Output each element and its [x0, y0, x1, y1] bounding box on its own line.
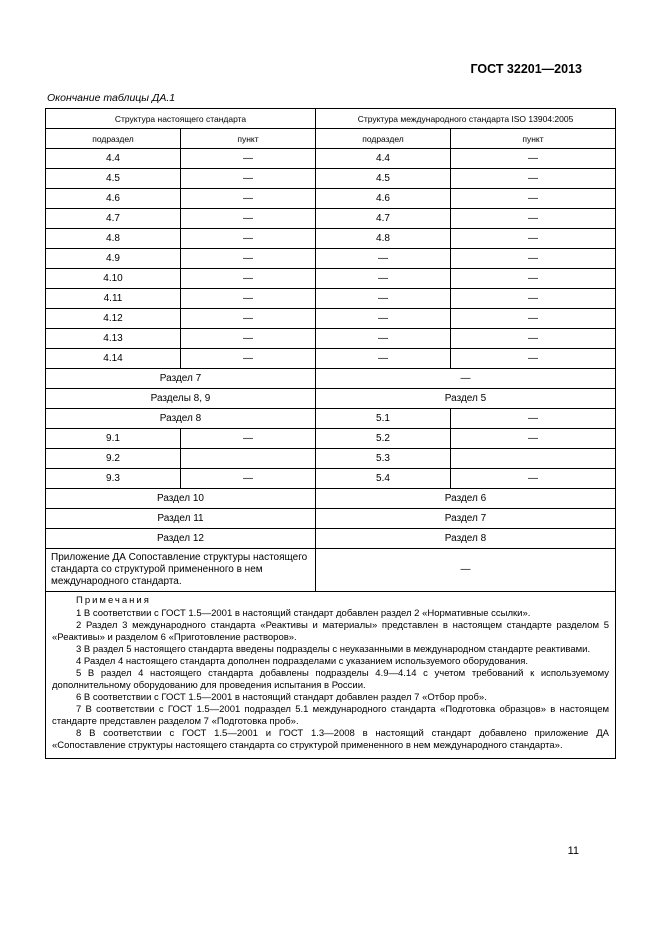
- table-cell: —: [181, 229, 316, 249]
- table-cell: Раздел 10: [46, 489, 316, 509]
- table-cell: —: [316, 329, 451, 349]
- table-cell: 5.2: [316, 429, 451, 449]
- table-cell: —: [451, 329, 616, 349]
- right-group-header: Структура международного стандарта ISO 13904:2005: [316, 109, 616, 129]
- table-cell: 4.6: [316, 189, 451, 209]
- left-group-header: Структура настоящего стандарта: [46, 109, 316, 129]
- table-cell: 4.4: [46, 149, 181, 169]
- table-row: [46, 209, 616, 229]
- notes-title: Примечания: [76, 595, 151, 606]
- table-caption: Окончание таблицы ДА.1: [47, 92, 176, 104]
- table-cell: —: [451, 409, 616, 429]
- note-item: 5 В раздел 4 настоящего стандарта добавлены подразделы 4.9—4.14 с учетом требований к используемому дополнительному оборудованию для проведения испытания в России.: [52, 668, 610, 691]
- col-header-item: пункт: [451, 129, 616, 149]
- table-cell: —: [181, 329, 316, 349]
- table-cell: Приложение ДА Сопоставление структуры настоящего стандарта со структурой примененного в нем международного стандарта.: [46, 549, 316, 592]
- note-item: 1 В соответствии с ГОСТ 1.5—2001 в настоящий стандарт добавлен раздел 2 «Нормативные ссылки».: [76, 608, 531, 619]
- table-cell: 4.10: [46, 269, 181, 289]
- table-row: [46, 329, 616, 349]
- note-item: 6 В соответствии с ГОСТ 1.5—2001 в настоящий стандарт добавлен раздел 7 «Отбор проб».: [76, 692, 487, 703]
- note-item: 2 Раздел 3 международного стандарта «Реактивы и материалы» представлен в настоящем стандарте разделом 5 «Реактивы» и разделом 6 «Приготовление растворов».: [52, 620, 610, 643]
- table-cell: —: [316, 369, 616, 389]
- table-cell: 4.12: [46, 309, 181, 329]
- table-cell: —: [451, 249, 616, 269]
- table-cell: 4.7: [316, 209, 451, 229]
- table-cell: —: [316, 549, 616, 592]
- table-cell: 4.13: [46, 329, 181, 349]
- notes-row: [46, 592, 616, 759]
- document-code: ГОСТ 32201—2013: [470, 62, 582, 76]
- table-cell: 4.5: [316, 169, 451, 189]
- table-row: [46, 169, 616, 189]
- table-row: [46, 429, 616, 449]
- table-cell: —: [451, 349, 616, 369]
- table-cell: 4.4: [316, 149, 451, 169]
- table-cell: —: [316, 269, 451, 289]
- table-row: [46, 449, 616, 469]
- table-row: [46, 149, 616, 169]
- table-cell: 5.1: [316, 409, 451, 429]
- table-cell: Раздел 8: [316, 529, 616, 549]
- table-row: [46, 509, 616, 529]
- table-cell: —: [451, 469, 616, 489]
- table-cell: —: [181, 429, 316, 449]
- table-row: [46, 489, 616, 509]
- table-cell: —: [316, 249, 451, 269]
- table-cell: [451, 449, 616, 469]
- table-cell: Раздел 7: [316, 509, 616, 529]
- table-cell: 4.5: [46, 169, 181, 189]
- table-cell: 5.4: [316, 469, 451, 489]
- table-cell: —: [181, 309, 316, 329]
- table-cell: 4.8: [316, 229, 451, 249]
- table-cell: 9.1: [46, 429, 181, 449]
- table-cell: —: [181, 269, 316, 289]
- notes-block: [46, 592, 616, 759]
- table-row: [46, 389, 616, 409]
- note-item: 7 В соответствии с ГОСТ 1.5—2001 подраздел 5.1 международного стандарта «Подготовка образцов» в настоящем стандарте представлен разделом 7 «Подготовка проб».: [52, 704, 610, 727]
- table-cell: 9.3: [46, 469, 181, 489]
- table-cell: 4.14: [46, 349, 181, 369]
- table-row: [46, 229, 616, 249]
- table-row: [46, 189, 616, 209]
- table-row: [46, 349, 616, 369]
- note-item: 8 В соответствии с ГОСТ 1.5—2001 и ГОСТ 1.3—2008 в настоящий стандарт добавлено приложение ДА «Сопоставление структуры настоящего стандарта со структурой примененного в нем международного стандарта».: [52, 728, 610, 751]
- table-cell: —: [451, 429, 616, 449]
- table-cell: —: [451, 289, 616, 309]
- table-row: [46, 529, 616, 549]
- note-item: 4 Раздел 4 настоящего стандарта дополнен подразделами с указанием используемого оборудования.: [76, 656, 529, 667]
- col-header-subsection: подраздел: [316, 129, 451, 149]
- table-cell: [181, 449, 316, 469]
- table-cell: —: [451, 269, 616, 289]
- table-row: [46, 409, 616, 429]
- table-cell: Раздел 6: [316, 489, 616, 509]
- table-cell: —: [181, 289, 316, 309]
- table-cell: Раздел 12: [46, 529, 316, 549]
- table-cell: 4.6: [46, 189, 181, 209]
- table-cell: —: [181, 169, 316, 189]
- table-cell: Разделы 8, 9: [46, 389, 316, 409]
- table-cell: —: [451, 189, 616, 209]
- table-cell: —: [316, 289, 451, 309]
- table-cell: Раздел 7: [46, 369, 316, 389]
- table-cell: —: [451, 149, 616, 169]
- table-row: [46, 469, 616, 489]
- table-cell: —: [181, 149, 316, 169]
- table-cell: —: [316, 309, 451, 329]
- table-cell: Раздел 8: [46, 409, 316, 429]
- table-cell: 9.2: [46, 449, 181, 469]
- table-cell: 4.9: [46, 249, 181, 269]
- table-cell: —: [451, 309, 616, 329]
- table-cell: 5.3: [316, 449, 451, 469]
- table-cell: —: [181, 349, 316, 369]
- page-number: 11: [567, 845, 579, 857]
- table-cell: —: [181, 209, 316, 229]
- table-cell: 4.8: [46, 229, 181, 249]
- table-row: [46, 249, 616, 269]
- table-cell: —: [181, 189, 316, 209]
- structure-comparison-table: [45, 108, 616, 759]
- note-item: 3 В раздел 5 настоящего стандарта введены подразделы с неуказанными в международном стандарте реактивами.: [76, 644, 591, 655]
- table-cell: —: [451, 209, 616, 229]
- col-header-item: пункт: [181, 129, 316, 149]
- table-cell: 4.7: [46, 209, 181, 229]
- table-row: [46, 549, 616, 592]
- table-row: [46, 269, 616, 289]
- table-row: [46, 369, 616, 389]
- table-cell: —: [181, 249, 316, 269]
- table-cell: —: [451, 229, 616, 249]
- table-cell: Раздел 5: [316, 389, 616, 409]
- table-row: [46, 309, 616, 329]
- table-cell: Раздел 11: [46, 509, 316, 529]
- table-cell: —: [316, 349, 451, 369]
- table-cell: —: [181, 469, 316, 489]
- table-cell: —: [451, 169, 616, 189]
- table-row: [46, 289, 616, 309]
- col-header-subsection: подраздел: [46, 129, 181, 149]
- table-cell: 4.11: [46, 289, 181, 309]
